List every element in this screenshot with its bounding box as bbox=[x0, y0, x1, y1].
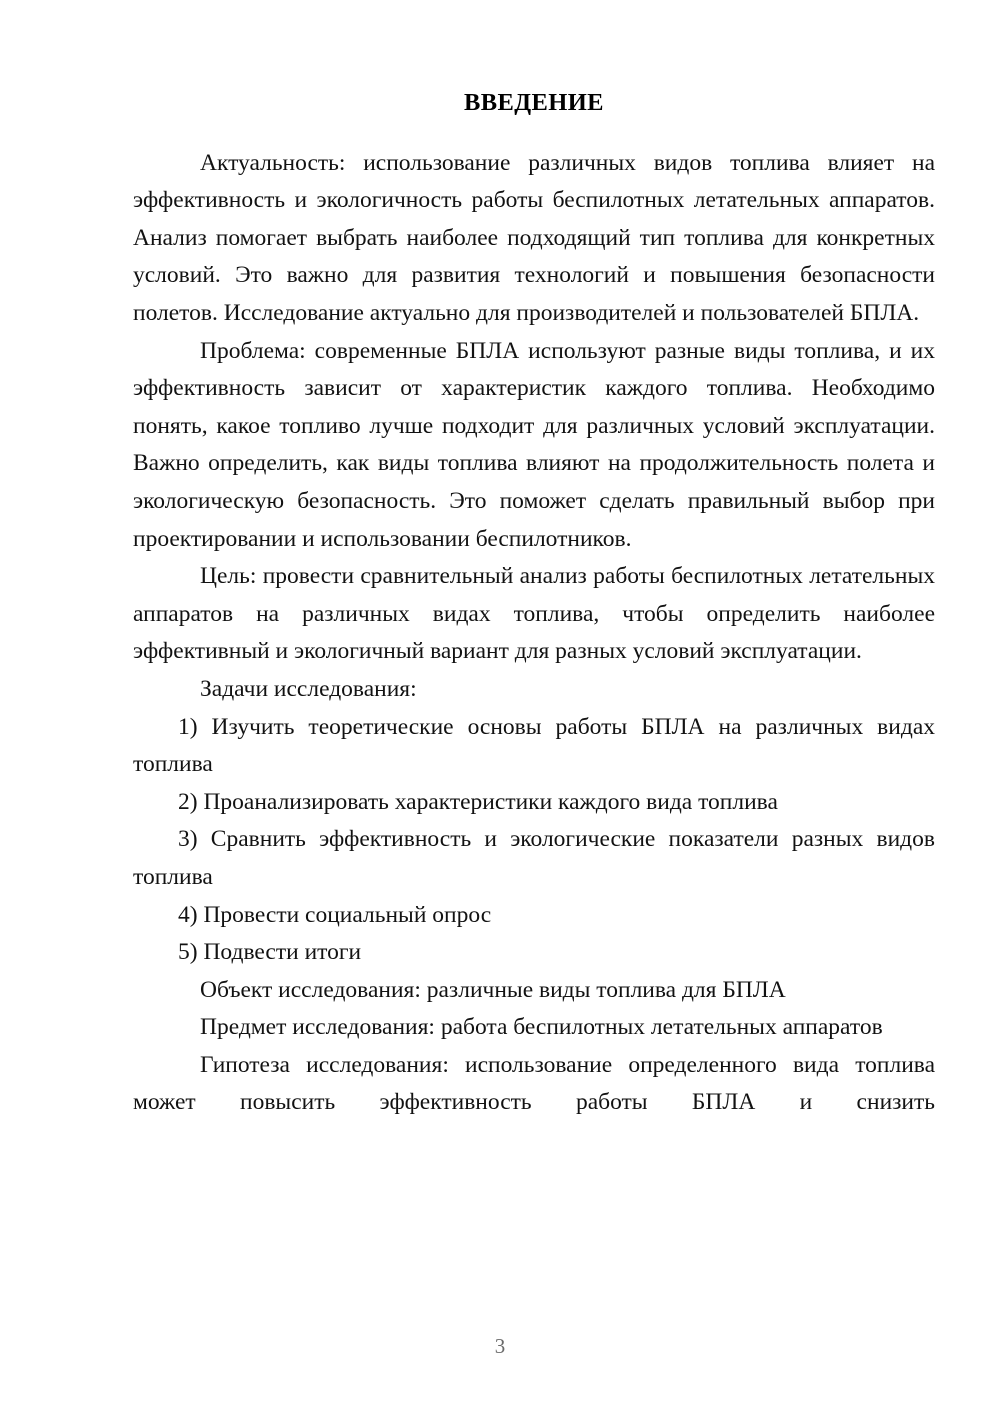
list-item: 5) Подвести итоги bbox=[178, 939, 362, 966]
tasks-heading: Задачи исследования: bbox=[200, 675, 417, 702]
list-item: 1) Изучить теоретические основы работы БПЛА на различных видах топлива bbox=[133, 713, 935, 778]
paragraph-goal: Цель: провести сравнительный анализ работы беспилотных летательных аппаратов на различных видах топлива, чтобы определить наиболее эффективный и экологичный вариант для разных условий эксплуатации. bbox=[133, 563, 935, 665]
paragraph-subject: Предмет исследования: работа беспилотных летательных аппаратов bbox=[200, 1014, 883, 1041]
paragraph-hypothesis: Гипотеза исследования: использование определенного вида топлива может повысить эффективность работы БПЛА и снизить bbox=[133, 1051, 935, 1116]
list-item: 2) Проанализировать характеристики каждого вида топлива bbox=[178, 788, 778, 815]
page-content bbox=[133, 88, 935, 1122]
list-item: 4) Провести социальный опрос bbox=[178, 901, 492, 928]
paragraph-relevance: Актуальность: использование различных видов топлива влияет на эффективность и экологичность работы беспилотных летательных аппаратов. Анализ помогает выбрать наиболее подходящий тип топлива для конкретных условий. Это важно для развития технологий и повышения безопасности полетов. Исследование актуально для производителей и пользователей БПЛА. bbox=[133, 149, 935, 326]
page-number: 3 bbox=[494, 1334, 506, 1358]
page-title: ВВЕДЕНИЕ bbox=[464, 89, 604, 116]
list-item: 3) Сравнить эффективность и экологические показатели разных видов топлива bbox=[133, 826, 935, 890]
paragraph-problem: Проблема: современные БПЛА используют разные виды топлива, и их эффективность зависит от характеристик каждого топлива. Необходимо понять, какое топливо лучше подходит для различных условий эксплуатации. Важно определить, как виды топлива влияют на продолжительность полета и экологическую безопасность. Это поможет сделать правильный выбор при проектировании и использовании беспилотников. bbox=[133, 337, 935, 552]
paragraph-object: Объект исследования: различные виды топлива для БПЛА bbox=[200, 976, 786, 1003]
